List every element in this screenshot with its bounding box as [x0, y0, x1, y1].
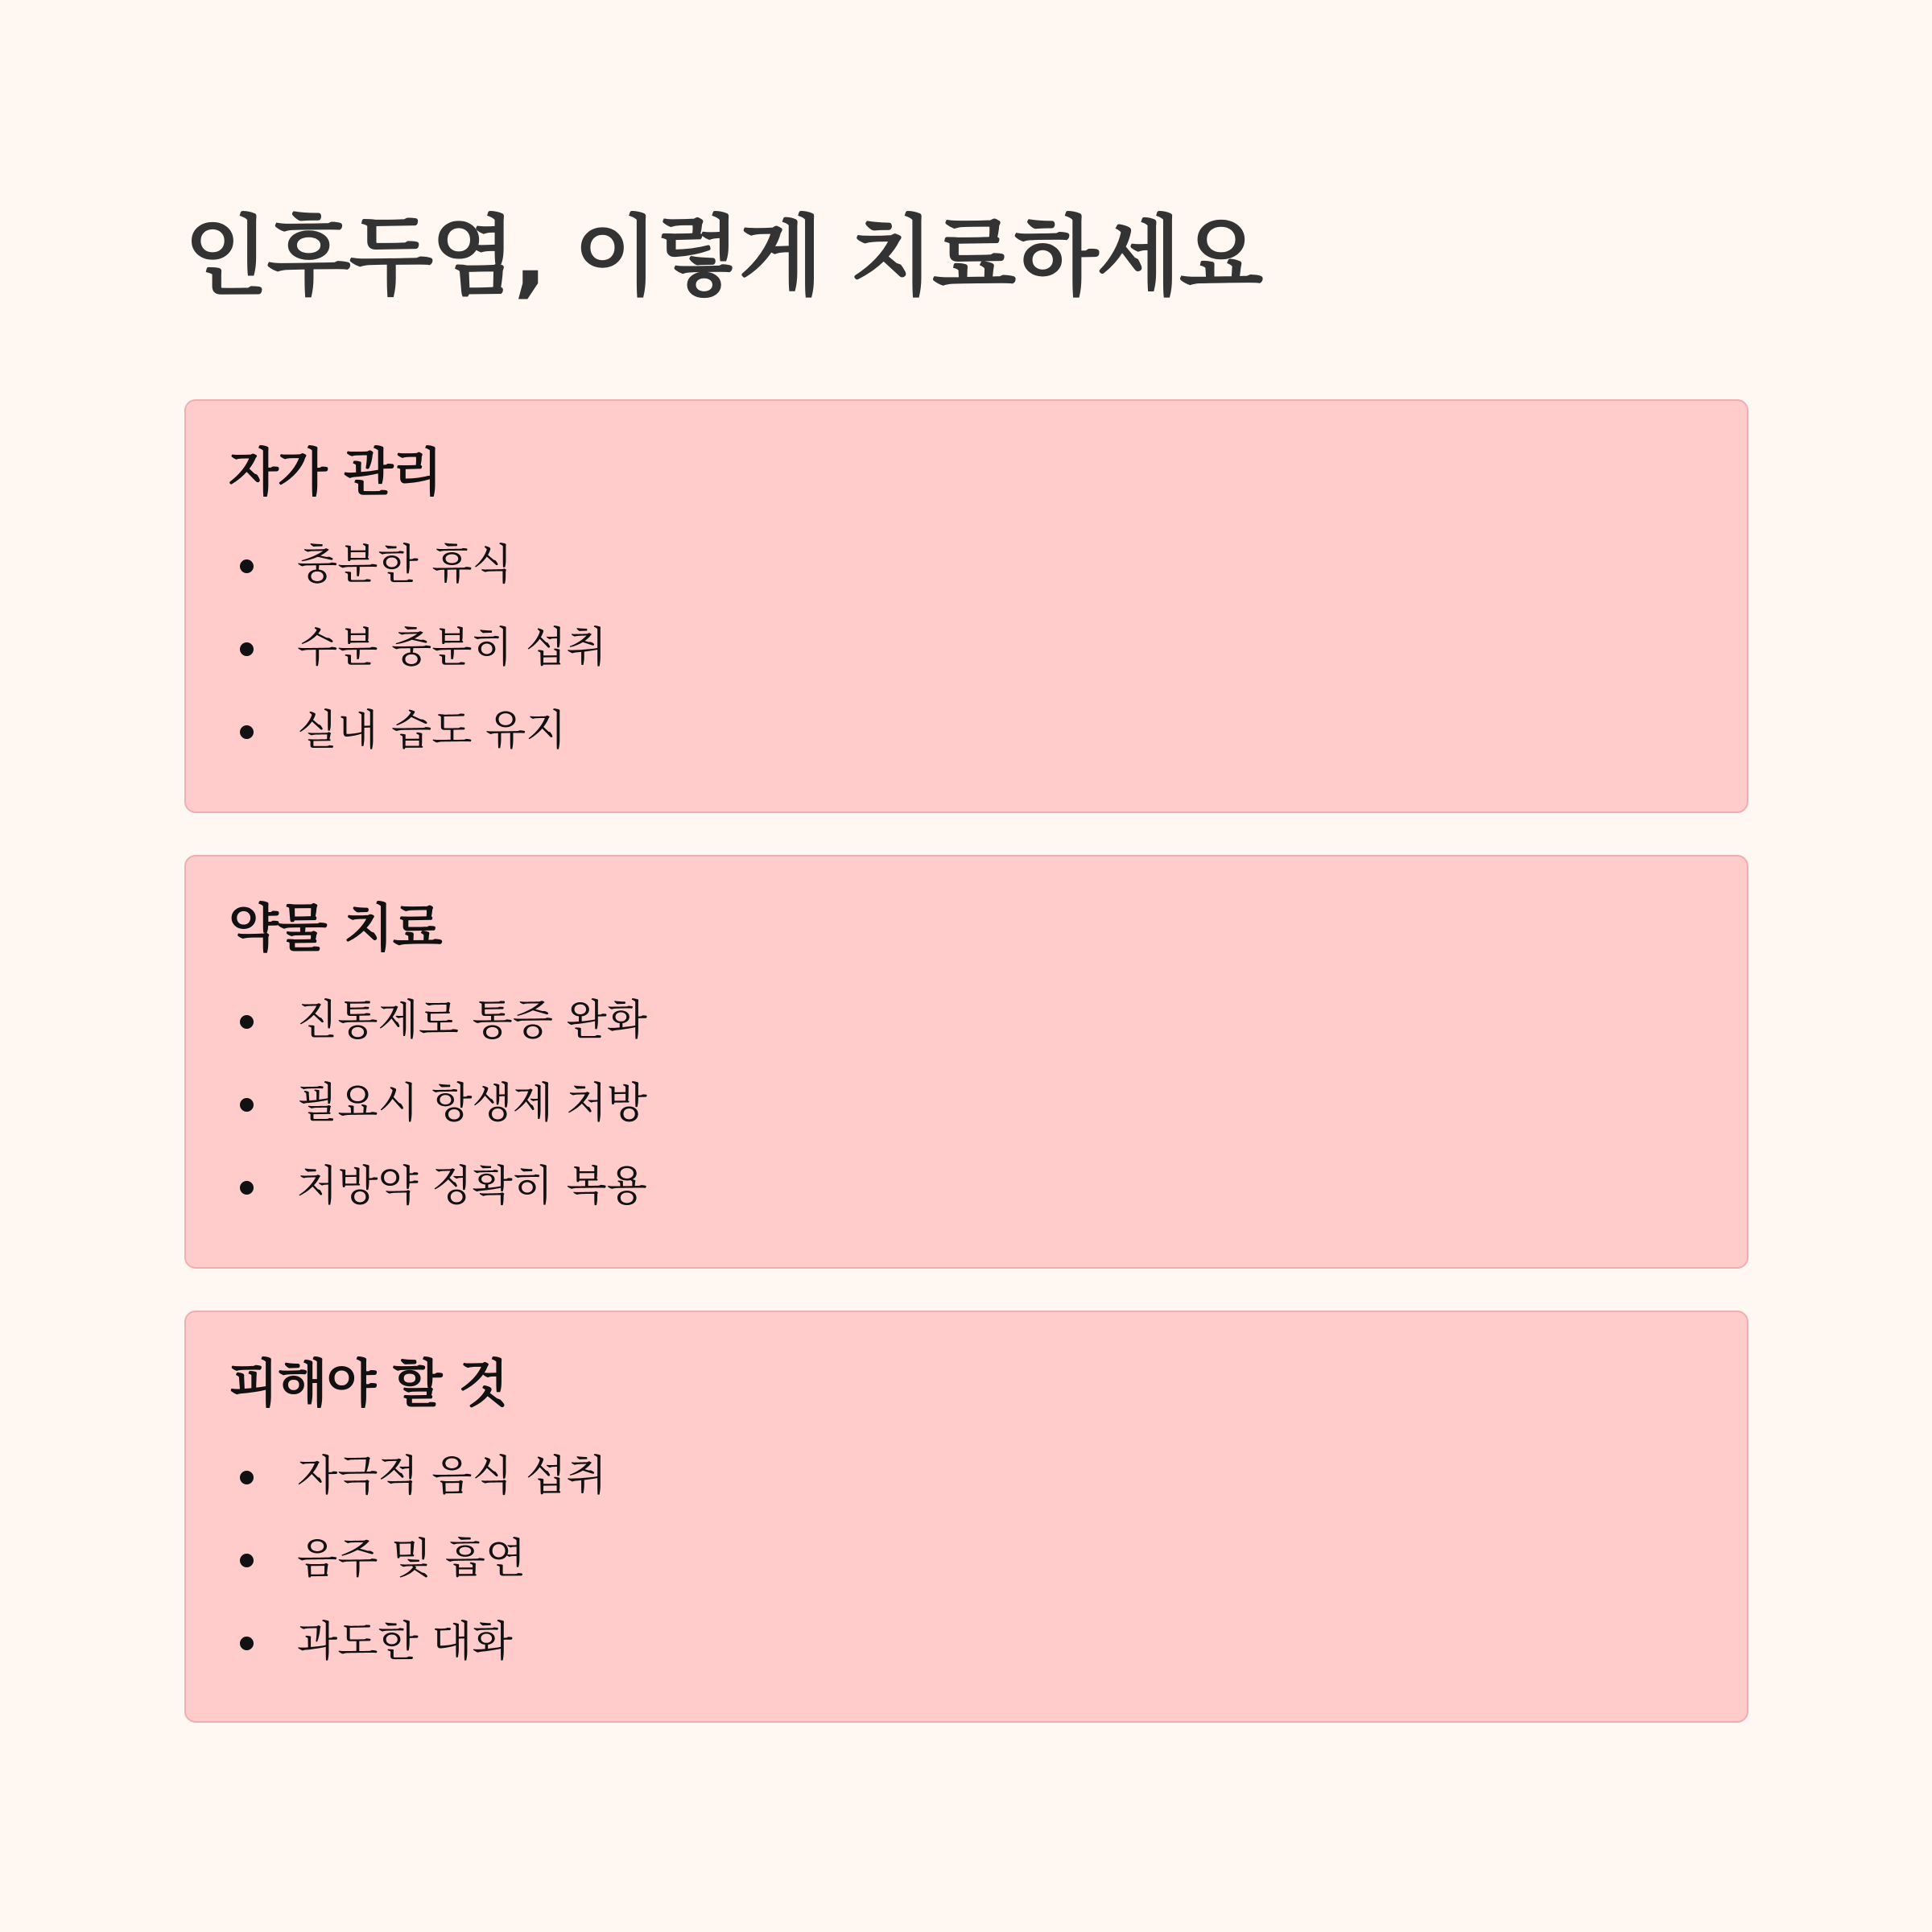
- avoid-card: [184, 1311, 1748, 1723]
- bullet-icon: [240, 642, 254, 656]
- list-item-text: 처방약 정확히 복용: [297, 1162, 647, 1211]
- bullet-icon: [240, 1098, 254, 1112]
- bullet-icon: [240, 1181, 254, 1195]
- bullet-icon: [240, 1471, 254, 1484]
- list-item-text: 진통제로 통증 완화: [297, 997, 647, 1045]
- card-title-medication: 약물 치료: [229, 899, 442, 959]
- card-title-avoid: 피해야 할 것: [229, 1355, 508, 1414]
- bullet-icon: [240, 559, 254, 573]
- bullet-icon: [240, 1015, 254, 1029]
- card-title-self-care: 자가 관리: [229, 444, 442, 503]
- list-item-text: 자극적 음식 섭취: [297, 1452, 607, 1501]
- self-care-card: [184, 399, 1748, 813]
- list-item-text: 수분 충분히 섭취: [297, 624, 607, 672]
- bullet-icon: [240, 725, 254, 739]
- bullet-icon: [240, 1637, 254, 1650]
- list-item-text: 과도한 대화: [297, 1618, 513, 1666]
- list-item-text: 실내 습도 유지: [297, 707, 567, 755]
- medication-card: [184, 855, 1748, 1269]
- list-item-text: 충분한 휴식: [297, 541, 513, 589]
- page-title: 인후두염, 이렇게 치료하세요: [184, 207, 1262, 308]
- list-item-text: 음주 및 흡연: [297, 1535, 526, 1583]
- list-item-text: 필요시 항생제 처방: [297, 1080, 647, 1128]
- page: [184, 0, 1750, 1932]
- bullet-icon: [240, 1554, 254, 1567]
